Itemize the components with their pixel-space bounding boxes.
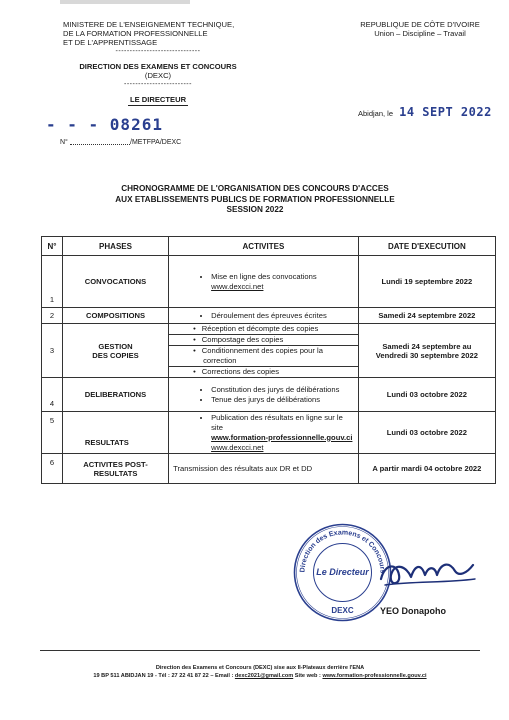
footer-line-2 [40, 672, 480, 680]
row-activities [169, 378, 359, 412]
row-phase: CONVOCATIONS [62, 256, 168, 308]
title-line-2: AUX ETABLISSEMENTS PUBLICS DE FORMATION PROFESSIONNELLE [115, 194, 395, 204]
activity-item: • Réception et décompte des copies [169, 324, 358, 335]
seal-abbr-text: DEXC [331, 606, 354, 615]
row-date: A partir mardi 04 octobre 2022 [358, 454, 495, 484]
separator-dashes-2: ------------------------ [124, 81, 192, 88]
row-date: Lundi 03 octobre 2022 [358, 378, 495, 412]
ministry-line-2: DE LA FORMATION PROFESSIONNELLE [63, 29, 208, 38]
director-title: LE DIRECTEUR [129, 95, 187, 104]
activity-text: Publication des résultats en ligne sur le site [211, 412, 343, 432]
ref-prefix: N° [60, 139, 68, 146]
row-activities [169, 324, 359, 378]
footer [40, 664, 480, 680]
signer-name: YEO Donapoho [380, 606, 446, 616]
row-phase: COMPOSITIONS [62, 308, 168, 324]
direction-name: DIRECTION DES EXAMENS ET CONCOURS [79, 62, 237, 71]
row-num: 6 [42, 454, 63, 484]
phase-line-2: RESULTATS [93, 468, 138, 478]
activity-item: • Corrections des copies [169, 367, 358, 377]
activity-link[interactable]: www.dexcci.net [211, 281, 264, 291]
separator-dashes: ------------------------------ [115, 48, 201, 55]
header-right-block [345, 20, 495, 38]
national-motto: Union – Discipline – Travail [374, 29, 466, 38]
footer-contact: 19 BP 511 ABIDJAN 19 - Tél : 27 22 41 87 22 – Email : [93, 673, 234, 679]
title-line-3: SESSION 2022 [226, 205, 284, 214]
row-num: 4 [42, 378, 63, 412]
schedule-table [41, 236, 496, 484]
document-date [358, 105, 492, 119]
date-line-2: Vendredi 30 septembre 2022 [375, 350, 478, 360]
ref-suffix: /METFPA/DEXC [130, 139, 182, 146]
footer-rule [40, 650, 480, 651]
row-phase: DELIBERATIONS [62, 378, 168, 412]
row-date: Lundi 03 octobre 2022 [358, 412, 495, 454]
table-row [42, 324, 496, 378]
row-activities [169, 308, 359, 324]
activity-item [211, 272, 354, 292]
phase-line-1: GESTION [98, 341, 133, 351]
table-header-row [42, 237, 496, 256]
footer-website[interactable]: www.formation-professionnelle.gouv.ci [322, 673, 427, 679]
row-phase: RESULTATS [62, 412, 168, 454]
footer-line-1: Direction des Examens et Concours (DEXC) sise aux II-Plateaux derrière l'ENA [155, 665, 365, 671]
col-header-activites: ACTIVITES [169, 237, 359, 256]
ref-dotted-line [70, 144, 130, 145]
activity-link[interactable]: www.formation-professionnelle.gouv.ci [211, 432, 353, 442]
seal-center-text: Le Directeur [316, 567, 369, 577]
footer-email[interactable]: dexc2021@gmail.com [234, 673, 294, 679]
director-underline [128, 105, 188, 106]
col-header-date: DATE D'EXECUTION [358, 237, 495, 256]
row-num: 1 [42, 256, 63, 308]
direction-abbr: (DEXC) [144, 71, 172, 80]
date-stamp: 14 SEPT 2022 [399, 105, 492, 119]
header-left-block [63, 20, 253, 106]
table-row [42, 308, 496, 324]
ministry-line-1: MINISTERE DE L'ENSEIGNEMENT TECHNIQUE, [63, 20, 235, 29]
activity-text: Mise en ligne des convocations [211, 271, 317, 281]
ministry-line-3: ET DE L'APPRENTISSAGE [63, 38, 158, 47]
col-header-phases: PHASES [62, 237, 168, 256]
row-date: Samedi 24 septembre 2022 [358, 308, 495, 324]
row-date: Lundi 19 septembre 2022 [358, 256, 495, 308]
handwritten-ref-number: - - - 08261 [46, 115, 163, 134]
date-place: Abidjan, le [358, 109, 394, 118]
row-activities [169, 412, 359, 454]
handwritten-signature [375, 545, 480, 600]
table-row [42, 256, 496, 308]
row-num: 3 [42, 324, 63, 378]
country-name: REPUBLIQUE DE CÔTE D'IVOIRE [360, 20, 480, 29]
row-date [358, 324, 495, 378]
document-title [40, 184, 470, 216]
activity-item: • Conditionnement des copies pour la correction [169, 346, 358, 367]
activity-item: • Tenue des jurys de délibérations [211, 395, 354, 405]
phase-line-1: ACTIVITES POST- [83, 459, 148, 469]
row-phase [62, 324, 168, 378]
row-num: 2 [42, 308, 63, 324]
date-line-1: Samedi 24 septembre au [382, 341, 472, 351]
phase-line-2: DES COPIES [92, 350, 139, 360]
activity-item [211, 413, 354, 453]
activity-item: • Constitution des jurys de délibérations [211, 385, 354, 395]
row-num: 5 [42, 412, 63, 454]
activity-link[interactable]: www.dexcci.net [211, 442, 264, 452]
seal-ring-text: Direction des Examens et Concours [299, 529, 386, 574]
table-row [42, 378, 496, 412]
table-row [42, 412, 496, 454]
row-activities [169, 256, 359, 308]
row-phase [62, 454, 168, 484]
title-line-1: CHRONOGRAMME DE L'ORGANISATION DES CONCOURS D'ACCES [121, 184, 389, 193]
row-activities: Transmission des résultats aux DR et DD [169, 454, 359, 484]
activity-item: • Compostage des copies [169, 335, 358, 346]
table-row [42, 454, 496, 484]
footer-site-label: Site web : [294, 673, 321, 679]
top-edge-strip [60, 0, 190, 4]
col-header-num: N° [42, 237, 63, 256]
activity-item: • Déroulement des épreuves écrites [211, 311, 354, 321]
